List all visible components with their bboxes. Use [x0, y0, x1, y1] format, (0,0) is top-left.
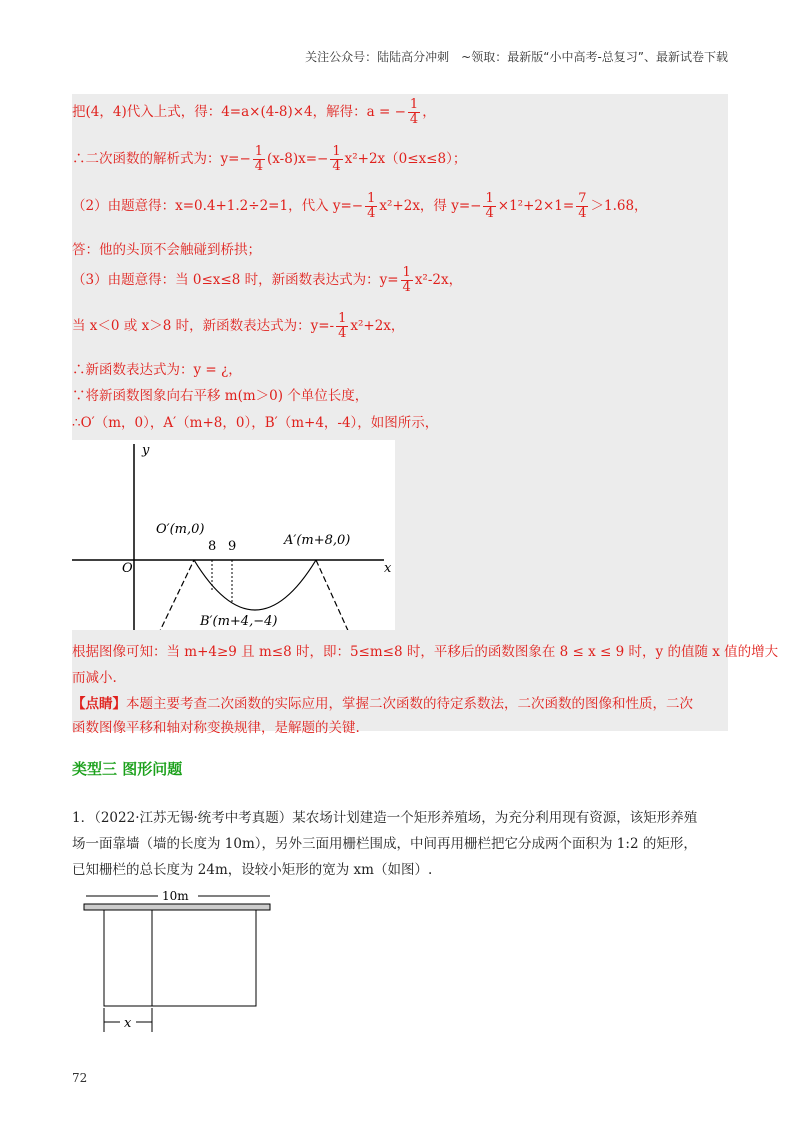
solution-line-7: ∴新函数表达式为：y = ¿，	[72, 362, 242, 378]
solution-line-6: 当 x＜0 或 x＞8 时，新函数表达式为：y=- $\frac{1}{4}$ x²+2x，	[72, 311, 405, 341]
solution-line-9: ∴O′（m，0），A′（m+8，0），B′（m+4，-4），如图所示，	[72, 415, 439, 431]
origin-label: O	[122, 561, 133, 576]
o-prime-label: O′(m,0)	[156, 522, 205, 537]
farm-diagram-svg	[80, 888, 280, 1038]
graph-svg	[72, 440, 395, 630]
section-title: 类型三 图形问题	[72, 760, 183, 778]
outer-rectangle	[104, 910, 256, 1006]
fraction: $\frac{1}{4}$	[367, 191, 376, 221]
solution-line-3: （2）由题意得：x=0.4+1.2÷2=1，代入 y=− $\frac{1}{4}$ x²+2x，得 y=− $\frac{1}{4}$ ×1²+2×1= $\frac{7}{4}$ ＞1.68，	[72, 191, 648, 221]
page-header: 关注公众号：陆陆高分冲刺 ~领取：最新版“小中高考-总复习”、最新试卷下载	[305, 50, 728, 64]
solution-line-2: ∴二次函数的解析式为：y=− $\frac{1}{4}$ (x-8)x=− $\frac{1}{4}$ x²+2x（0≤x≤8）；	[72, 144, 467, 174]
solution-line-10: 根据图像可知：当 m+4≥9 且 m≤8 时，即：5≤m≤8 时，平移后的函数图象在 8 ≤ x ≤ 9 时，y 的值随 x 值的增大	[72, 644, 779, 660]
solution-line-12: 【点睛】本题主要考查二次函数的实际应用，掌握二次函数的待定系数法，二次函数的图像和性质，二次	[72, 696, 693, 712]
fraction: $\frac{1}{4}$	[409, 97, 419, 127]
solution-line-5: （3）由题意得：当 0≤x≤8 时，新函数表达式为：y= $\frac{1}{4}$ x²-2x，	[72, 265, 463, 295]
farm-diagram	[80, 888, 280, 1038]
problem-line-3: 已知栅栏的总长度为 24m，设较小矩形的宽为 xm（如图）.	[72, 862, 433, 878]
wall	[84, 904, 270, 910]
fraction: $\frac{1}{4}$	[402, 265, 411, 295]
tick-label-9: 9	[228, 539, 237, 554]
solution-line-13: 函数图像平移和轴对称变换规律，是解题的关键.	[72, 720, 360, 736]
wall-length-label: 10m	[162, 889, 189, 903]
key-point-tag: 【点睛】	[72, 696, 126, 712]
x-axis-label: x	[384, 561, 392, 576]
solution-line-11: 而减小.	[72, 670, 117, 686]
b-prime-label: B′(m+4,−4)	[200, 614, 278, 629]
fraction: $\frac{1}{4}$	[485, 191, 494, 221]
tick-label-8: 8	[208, 539, 217, 554]
y-axis-label: y	[142, 443, 150, 458]
a-prime-label: A′(m+8,0)	[284, 533, 351, 548]
solution-line-4: 答：他的头顶不会触碰到桥拱；	[72, 242, 261, 258]
problem-line-1: 1．（2022·江苏无锡·统考中考真题）某农场计划建造一个矩形养殖场，为充分利用现有资源，该矩形养殖	[72, 810, 698, 826]
fraction: $\frac{1}{4}$	[332, 144, 341, 174]
function-graph	[72, 440, 395, 630]
page-number: 72	[72, 1071, 88, 1085]
right-branch	[316, 560, 350, 630]
solution-line-1: 把(4，4)代入上式，得：4=a×(4-8)×4，解得：a = − $\frac{1}{4}$ ，	[72, 97, 436, 127]
fraction: $\frac{1}{4}$	[338, 311, 347, 341]
solution-line-8: ∵将新函数图象向右平移 m(m＞0) 个单位长度，	[72, 388, 369, 404]
fraction: $\frac{1}{4}$	[254, 144, 264, 174]
problem-line-2: 场一面靠墙（墙的长度为 10m），另外三面用栅栏围成，中间再用栅栏把它分成两个面积为 1:2 的矩形，	[72, 836, 697, 852]
left-branch	[158, 560, 194, 630]
fraction: $\frac{7}{4}$	[578, 191, 587, 221]
width-label: x	[124, 1016, 132, 1031]
